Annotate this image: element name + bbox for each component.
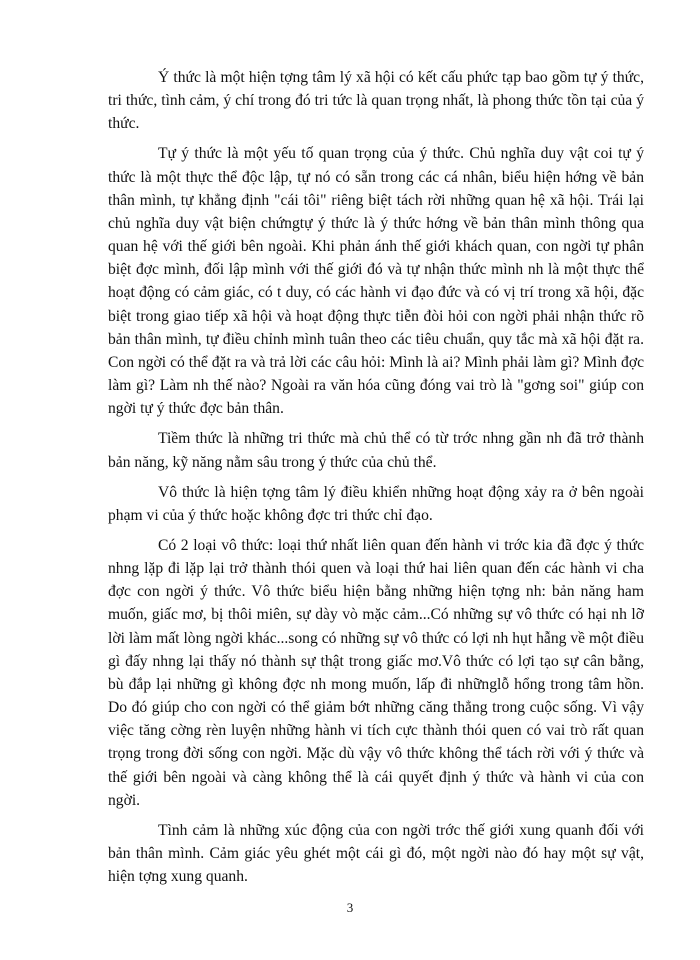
paragraph-unconscious: Vô thức là hiện tợng tâm lý điều khiển những hoạt động xảy ra ở bên ngoài phạm vi của ý thức hoặc không đợc tri thức chỉ đạo. [108,483,644,524]
paragraph-consciousness: Ý thức là một hiện tợng tâm lý xã hội có kết cấu phức tạp bao gồm tự ý thức, tri thức, tình cảm, ý chí trong đó tri tức là quan trọng nhất, là phong thức tồn tại của ý thức. [108,69,644,133]
paragraph-emotion: Tình cảm là những xúc động của con ngời trớc thế giới xung quanh đối với bản thân mình. Cảm giác yêu ghét một cái gì đó, một ngời nào đó hay một sự vật, hiện tợng xung quanh. [108,821,644,886]
paragraph-self-consciousness: Tự ý thức là một yếu tố quan trọng của ý thức. Chủ nghĩa duy vật coi tự ý thức là một thực thể độc lập, tự nó có sẵn trong các cá nhân, biểu hiện hớng về bản thân mình, tự khẳng định "cái tôi" riêng biệt tách rời những quan hệ xã hội. Trái lại chủ nghĩa duy vật biện chứngtự ý thức là ý thức hớng về bản thân mình thông qua quan hệ với thế giới bên ngoài. Khi phản ánh thế giới khách quan, con ngời tự phân biệt đợc mình, đối lập mình với thế giới đó và tự nhận thức mình nh là một thực thể hoạt động có cảm giác, có t duy, có các hành vi đạo đức và có vị trí trong xã hội, đặc biệt trong giao tiếp xã hội và hoạt động thực tiễn đòi hỏi con ngời phải nhận thức rõ bản thân mình, tự điều chỉnh mình tuân theo các tiêu chuẩn, quy tắc mà xã hội đặt ra. Con ngời có thể đặt ra và trả lời các câu hỏi: Mình là ai? Mình phải làm gì? Mình đợc làm gì? Làm nh thế nào? Ngoài ra văn hóa cũng đóng vai trò là "gơng soi" giúp con ngời tự ý thức đợc bản thân. [108,145,644,418]
paragraph-subconscious: Tiềm thức là những tri thức mà chủ thể có từ trớc nhng gần nh đã trở thành bản năng, kỹ năng nằm sâu trong ý thức của chủ thể. [108,430,644,471]
page-number: 3 [346,900,354,915]
body-text [108,66,644,895]
paragraph-unconscious-types: Có 2 loại vô thức: loại thứ nhất liên quan đến hành vi trớc kia đã đợc ý thức nhng lặp đi lặp lại trở thành thói quen và loại thứ hai liên quan đến các hành vi cha đợc con ngời ý thức. Vô thức biểu hiện bằng những hiện tợng nh: bản năng ham muốn, giấc mơ, bị thôi miên, sự dày vò mặc cảm...Có những sự vô thức có hại nh lỡ lời làm mất lòng ngời khác...song có những sự vô thức có lợi nh hụt hẫng về một điều gì đấy nhng lại thấy nó thành sự thật trong giấc mơ.Vô thức có lợi tạo sự cân bằng, bù đắp lại những gì không đợc nh mong muốn, lấp đi nhữnglỗ hổng trong tâm hồn. Do đó giúp cho con ngời có thể giảm bớt những căng thẳng trong cuộc sống. Vì vậy việc tăng cờng rèn luyện những hành vi tích cực thành thói quen có vai trò rất quan trọng trong đời sống con ngời. Mặc dù vậy vô thức không thể tách rời với ý thức và thế giới bên ngoài và càng không thể là cái quyết định ý thức và hành vi của con ngời. [108,536,644,809]
